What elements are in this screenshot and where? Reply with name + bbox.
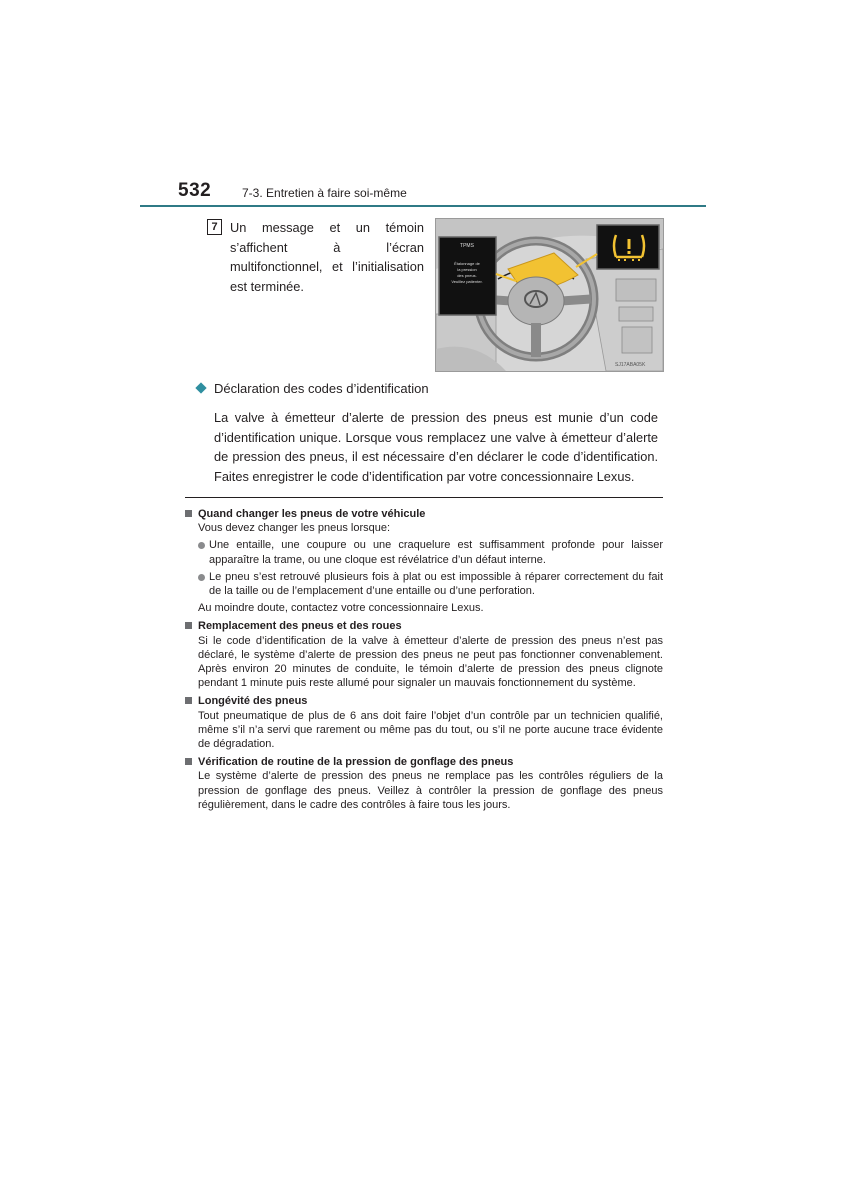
note-body: Si le code d’identification de la valve à émetteur d’alerte de pression des pneus n’est pas déclaré, le système d’alerte de pression des pneus ne peut pas fonctionner convenablement. Après environ 20 minutes de conduite, le témoin d’alerte de pression des pneus clignote pendant 1 minute puis reste allumé pour signaler un mauvais fonctionnement du système. [198,634,663,690]
subsection-heading: Déclaration des codes d’identification [195,381,429,396]
note-title: Vérification de routine de la pression de gonflage des pneus [185,755,663,769]
note-outro: Au moindre doute, contactez votre concessionnaire Lexus. [198,602,484,615]
id-codes-paragraph: La valve à émetteur d’alerte de pression des pneus est munie d’un code d’identification unique. Lorsque vous remplacez une valve à émetteur d’alerte de pression des pneus, il est nécessaire d’en déclarer le code d’identification. Faites enregistrer le code d’identification par votre concessionnaire Lexus. [214,410,658,484]
note-body: Le système d’alerte de pression des pneus ne remplace pas les contrôles réguliers de la pression de gonflage des pneus. Veillez à contrôler la pression de gonflage des pneus régulièrement, dans le cadre des contrôles à faire tous les jours. [198,770,663,811]
note-title: Remplacement des pneus et des roues [185,619,663,633]
steering-wheel-illustration [436,219,663,371]
circle-bullet-icon [198,542,205,549]
square-bullet-icon [185,758,192,765]
svg-text:Veuillez patienter.: Veuillez patienter. [451,279,483,284]
square-bullet-icon [185,697,192,704]
svg-text:Étalonnage de: Étalonnage de [454,261,480,266]
figure-code: SJ17ABA05K [615,362,646,368]
note-body [185,521,663,615]
circle-bullet-icon [198,574,205,581]
note-title: Quand changer les pneus de votre véhicule [185,507,663,521]
square-bullet-icon [185,622,192,629]
page-number: 532 [178,180,212,201]
step-text: Un message et un témoin s’affichent à l’écran multifonctionnel, et l’initialisation est terminée. [230,220,424,294]
diamond-bullet-icon [195,382,206,393]
notes-section [185,505,663,816]
tpms-screen-title: TPMS [460,243,474,249]
section-title: 7-3. Entretien à faire soi-même [242,186,407,200]
notes-divider [185,497,663,498]
svg-text:des pneus.: des pneus. [457,273,477,278]
dashboard-illustration [435,218,664,372]
note-intro: Vous devez changer les pneus lorsque: [198,522,391,535]
list-item: Le pneu s’est retrouvé plusieurs fois à plat ou est impossible à réparer correctement du fait de la taille ou de l’emplacement d’une entaille ou d’une perforation. [198,570,663,598]
svg-text:la pression: la pression [457,267,477,272]
square-bullet-icon [185,510,192,517]
note-body: Tout pneumatique de plus de 6 ans doit faire l’objet d’un contrôle par un technicien qualifié, même s’il n’a servi que rarement ou même pas du tout, ou s’il ne porte aucune trace évidente de dégradation. [198,709,663,751]
step-number-badge: 7 [207,219,222,235]
list-item: Une entaille, une coupure ou une craquelure est suffisamment profonde pour laisser apparaître la trame, ou une cloque est révélatrice d’un défaut interne. [198,538,663,566]
header-divider [140,205,706,207]
note-title: Longévité des pneus [185,694,663,708]
